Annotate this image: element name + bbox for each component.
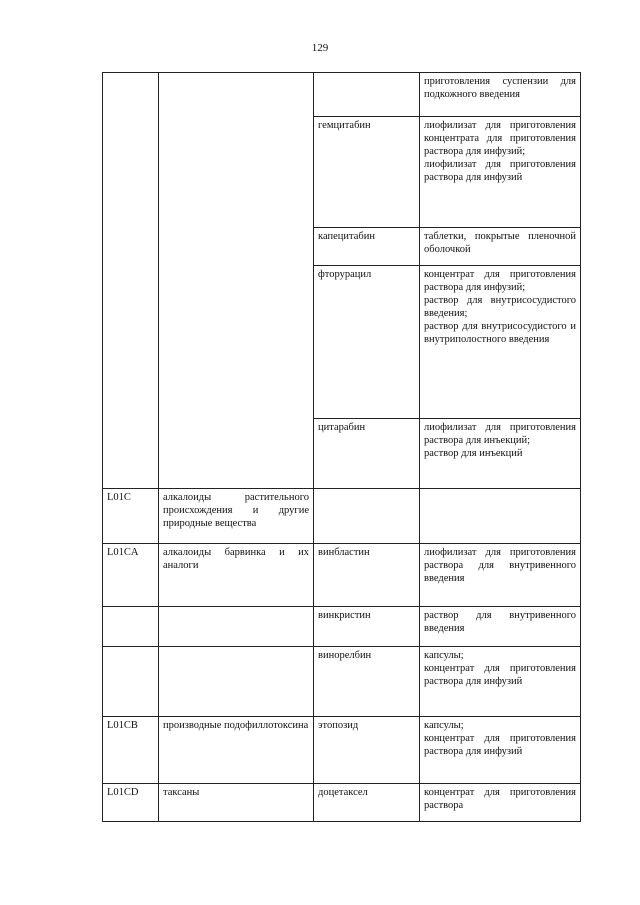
drug-name-cell: доцетаксел: [314, 784, 420, 822]
dosage-form: раствор для внутрисосудистого введения;: [424, 295, 576, 319]
drug-name-cell: гемцитабин: [314, 117, 420, 228]
table-row: [103, 73, 581, 117]
dosage-form: лиофилизат для приготовления концентрата для приготовления раствора для инфузий;: [424, 120, 576, 157]
dosage-form-cell: [420, 717, 581, 784]
group-cell: алкалоиды растительного происхождения и другие природные вещества: [159, 489, 314, 544]
dosage-form-cell: [420, 607, 581, 647]
atc-code-cell: L01C: [103, 489, 159, 544]
dosage-form: концентрат для приготовления раствора для инфузий: [424, 733, 576, 757]
dosage-form-cell: [420, 266, 581, 419]
dosage-form-cell: [420, 73, 581, 117]
atc-code-cell: [103, 73, 159, 489]
atc-code-cell: L01CA: [103, 544, 159, 607]
table-row: [103, 544, 581, 607]
atc-code-cell: [103, 607, 159, 647]
dosage-form: лиофилизат для приготовления раствора для инфузий: [424, 159, 576, 183]
drug-name-cell: этопозид: [314, 717, 420, 784]
dosage-form: раствор для внутрисосудистого и внутриполостного введения: [424, 321, 576, 345]
group-cell: [159, 607, 314, 647]
dosage-form-cell: [420, 489, 581, 544]
drug-name-cell: капецитабин: [314, 228, 420, 266]
drug-name-cell: фторурацил: [314, 266, 420, 419]
drug-name-cell: цитарабин: [314, 419, 420, 489]
table-row: [103, 784, 581, 822]
dosage-form: концентрат для приготовления раствора: [424, 787, 576, 811]
drug-name-cell: [314, 73, 420, 117]
dosage-form: раствор для инъекций: [424, 448, 523, 459]
table-row: [103, 647, 581, 717]
drug-table: [102, 72, 581, 822]
atc-code-cell: L01CB: [103, 717, 159, 784]
dosage-form: концентрат для приготовления раствора для инфузий: [424, 663, 576, 687]
dosage-form-cell: [420, 419, 581, 489]
dosage-form: таблетки, покрытые пленочной оболочкой: [424, 231, 576, 255]
drug-name-cell: винкристин: [314, 607, 420, 647]
atc-code-cell: [103, 647, 159, 717]
dosage-form: приготовления суспензии для подкожного введения: [424, 76, 576, 100]
dosage-form: капсулы;: [424, 720, 464, 731]
group-cell: [159, 647, 314, 717]
dosage-form-cell: [420, 544, 581, 607]
dosage-form-cell: [420, 228, 581, 266]
page-number: 129: [311, 42, 329, 54]
drug-name-cell: [314, 489, 420, 544]
table-row: [103, 489, 581, 544]
dosage-form: раствор для внутривенного введения: [424, 610, 576, 634]
dosage-form: лиофилизат для приготовления раствора для инъекций;: [424, 422, 576, 446]
dosage-form: концентрат для приготовления раствора для инфузий;: [424, 269, 576, 293]
group-cell: алкалоиды барвинка и их аналоги: [159, 544, 314, 607]
drug-name-cell: винбластин: [314, 544, 420, 607]
dosage-form-cell: [420, 784, 581, 822]
atc-code-cell: L01CD: [103, 784, 159, 822]
table-row: [103, 717, 581, 784]
group-cell: [159, 73, 314, 489]
dosage-form: капсулы;: [424, 650, 464, 661]
dosage-form-cell: [420, 117, 581, 228]
dosage-form: лиофилизат для приготовления раствора для внутривенного введения: [424, 547, 576, 584]
group-cell: производные подофиллотоксина: [159, 717, 314, 784]
group-cell: таксаны: [159, 784, 314, 822]
dosage-form-cell: [420, 647, 581, 717]
drug-name-cell: винорелбин: [314, 647, 420, 717]
table-row: [103, 607, 581, 647]
